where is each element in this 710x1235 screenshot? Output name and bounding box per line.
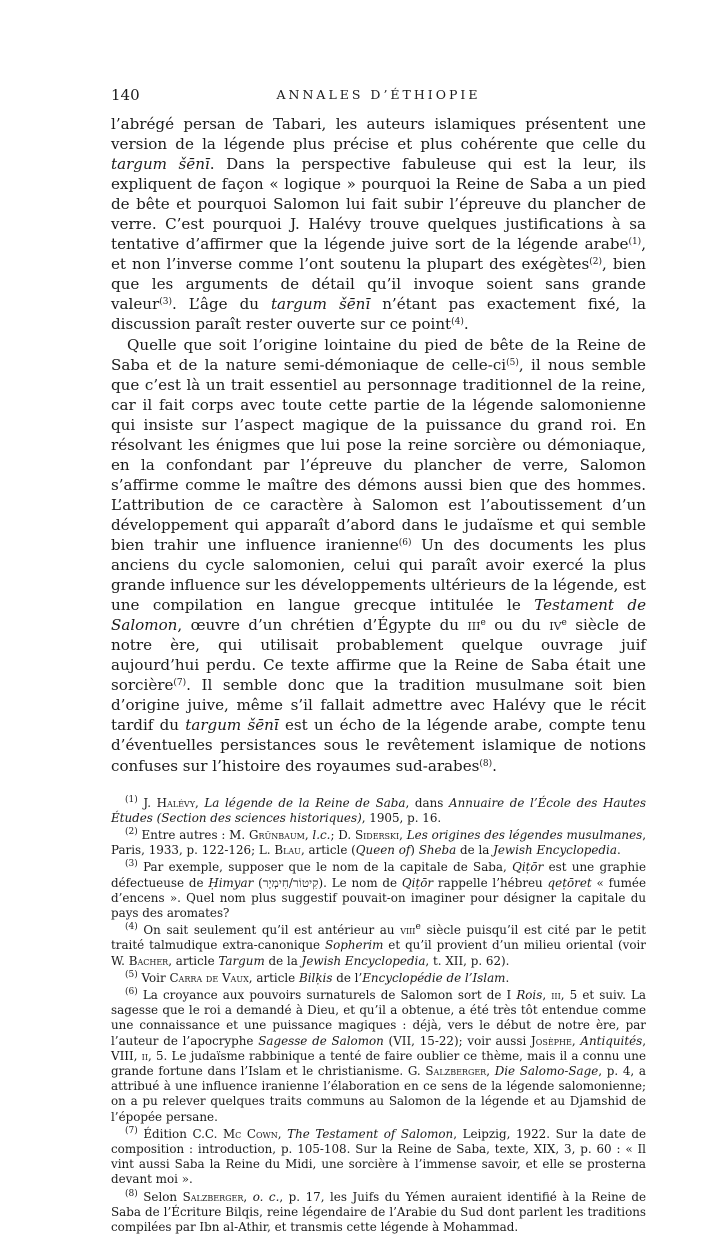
footnote-5 — [111, 971, 646, 986]
text-run: de la — [264, 953, 302, 968]
text-run: , article ( — [300, 843, 356, 858]
text-run: ou du — [485, 616, 550, 635]
italic-title: Queen of — [355, 843, 411, 858]
page-number: 140 — [111, 86, 140, 104]
text-run: , — [194, 795, 205, 810]
text-run: est une graphie défectueuse de — [111, 860, 647, 890]
italic-term: Ḥimyar — [208, 875, 254, 890]
footnote-ref[interactable]: (1) — [628, 237, 642, 248]
text-run: , bien que les arguments de détail qu’il invoque soient sans grande valeur — [111, 255, 646, 314]
text-run: , 5. Le judaïsme rabbinique a tenté de faire oublier ce thème, mais il a connu une grande fortune dans l’Islam et le christianisme. G. — [111, 1048, 646, 1078]
text-run: , — [542, 987, 552, 1002]
footnote-4 — [111, 923, 646, 969]
text-run: n’étant pas exactement fixé, la discussion paraît rester ouverte sur ce point — [111, 295, 647, 334]
text-run: , — [399, 827, 407, 842]
text-run: , — [571, 1033, 581, 1048]
italic-term: o. c. — [252, 1189, 280, 1204]
author-name: Blau — [274, 843, 301, 858]
italic-title: Sagesse de Salomon — [258, 1033, 384, 1048]
text-run: , p. 17, les Juifs du Yémen auraient identifié à la Reine de Saba de l’Écriture Bilqis, reine légendaire de l’Arabie du Sud dont parlent les traditions compilées par Ibn al-Athir, et transmis cette légende à Mohammad. — [111, 1189, 646, 1235]
roman-numeral: iii — [551, 987, 561, 1002]
text-run: rappelle l’hébreu — [433, 875, 548, 890]
italic-term: l.c. — [312, 827, 331, 842]
ordinal-suffix: e — [480, 618, 486, 629]
footnote-ref[interactable]: (2) — [589, 257, 602, 268]
text-run: , œuvre d’un chrétien d’Égypte du — [177, 616, 468, 635]
text-run: ). Le nom de — [318, 875, 402, 890]
footnote-1 — [111, 796, 646, 826]
footnote-mark: (7) — [125, 1125, 138, 1136]
author-name: Carra de Vaux — [169, 970, 249, 985]
text-run: est un écho de la légende arabe, compte tenu d’éventuelles persistances sous le revêtement islamique de notions confuses sur l’histoire des royaumes sud-arabes — [111, 716, 646, 775]
text-run: Voir — [137, 970, 170, 985]
text-run: . L’âge du — [171, 295, 271, 314]
ordinal-suffix: e — [561, 618, 567, 629]
roman-numeral: iv — [549, 616, 562, 635]
footnote-mark: (3) — [125, 859, 138, 870]
footnote-2 — [111, 828, 646, 858]
page — [111, 86, 646, 1235]
author-name: Salzberger — [425, 1064, 487, 1078]
text-run: Selon — [137, 1189, 183, 1204]
italic-term: targum šēnī — [111, 155, 210, 174]
text-run: . — [492, 756, 497, 775]
ordinal-suffix: e — [415, 922, 421, 933]
italic-title: Jewish Encyclopedia — [493, 843, 617, 858]
text-run: . Dans la perspective fabuleuse qui est la leur, ils expliquent de façon « logique » pourquoi la Reine de Saba a un pied de bête et pourquoi Salomon lui fait subir l’épreuve du plancher de verre. C’est pourquoi J. Halévy trouve quelques justifications à sa tentative d’affirmer que la légende juive sort de la légende arabe — [111, 155, 647, 254]
text-run: , t. XII, p. 62). — [425, 953, 510, 968]
footnote-3 — [111, 860, 646, 921]
text-run: siècle puisqu’il est cité par le petit traité talmudique extra-canonique — [111, 923, 646, 953]
text-run: , article — [168, 953, 219, 968]
text-run: , Leipzig, 1922. Sur la date de composition : introduction, p. 105-108. Sur la Reine de Saba, texte, XIX, 3, p. 60 : « Il vint aussi Saba la Reine du Midi, une sorcière à l’immense savoir, et elle se prosterna devant moi ». — [111, 1126, 646, 1187]
italic-title: Testament de Salomon — [111, 596, 647, 635]
text-run: , il nous semble que c’est là un trait essentiel au personnage traditionnel de la reine, car il fait corps avec toute cette partie de la légende salomonienne qui insiste sur l’aspect magique de la puissance du grand roi. En résolvant les énigmes que lui pose la reine sorcière ou démoniaque, en la confondant par l’épreuve du plancher de verre, Salomon s’affirme comme le maître des démons aussi bien que des hommes. L’attribution de ce caractère à Salomon est l’aboutissement d’un développement qui apparaît d’abord dans le judaïsme et qui semble bien trahir une influence iranienne — [111, 355, 646, 554]
footnote-mark: (8) — [125, 1188, 138, 1199]
text-run: , — [486, 1064, 495, 1078]
text-run: ( — [253, 875, 263, 890]
text-run: . — [505, 970, 510, 985]
paragraph-1 — [111, 114, 646, 335]
hebrew-text: קִיטוֹר/חִימְיָר — [262, 875, 319, 890]
text-run: . Il semble donc que la tradition musulmane soit bien d’origine juive, même s’il fallait admettre avec Halévy que le récit tardif du — [111, 676, 646, 735]
italic-title: Targum — [218, 953, 265, 968]
running-head: ANNALES D’ÉTHIOPIE — [276, 87, 481, 102]
text-run: , — [243, 1189, 253, 1204]
footnote-mark: (1) — [125, 794, 138, 805]
text-run: ) — [410, 843, 419, 858]
italic-term: Qiṭōr — [512, 860, 544, 875]
author-name: Bacher — [128, 953, 169, 968]
text-run: Entre autres : M. — [137, 827, 249, 842]
author-name: Siderski — [354, 827, 400, 842]
text-run: J. — [137, 795, 157, 810]
text-run: , 1905, p. 16. — [361, 810, 442, 825]
page-header — [111, 86, 646, 114]
italic-title: Encyclopédie de l’Islam — [362, 970, 506, 985]
footnote-ref[interactable]: (4) — [451, 317, 464, 328]
text-run: , p. 4, a attribué à une influence iranienne l’élaboration en ce sens de la légende salomonienne; on a pu relever quelques traits communs au Salomon de la légende et au Djamshid de l’épopée persane. — [111, 1064, 646, 1124]
italic-title: La légende de la Reine de Saba — [204, 795, 406, 810]
text-run: , 5 et suiv. La sagesse que le roi a demandé à Dieu, et qu’il a obtenue, a été très tôt entendue comme une connaissance et une puissance magiques : déjà, vers le début de notre ère, par l’auteur de l’apocryphe — [111, 987, 646, 1048]
italic-title: Jewish Encyclopedia — [301, 953, 426, 968]
text-run: , — [304, 827, 313, 842]
italic-term: Qiṭōr — [401, 875, 434, 890]
italic-term: Bilḳis — [298, 970, 333, 985]
italic-title: Rois — [516, 987, 543, 1002]
italic-term: targum šēnī — [270, 295, 371, 314]
footnote-mark: (4) — [125, 922, 138, 933]
footnote-ref[interactable]: (5) — [506, 357, 519, 368]
footnote-mark: (6) — [125, 986, 138, 997]
footnote-8 — [111, 1190, 646, 1235]
footnote-ref[interactable]: (7) — [173, 678, 187, 689]
text-run: La croyance aux pouvoirs surnaturels de Salomon sort de I — [137, 987, 517, 1002]
text-run: de l’ — [332, 970, 363, 985]
text-run: . — [616, 843, 621, 858]
text-run: ; D. — [330, 827, 355, 842]
footnote-ref[interactable]: (3) — [159, 297, 172, 308]
italic-term: qeṭōret — [547, 875, 592, 890]
text-run: (VII, 15-22); voir aussi — [383, 1033, 532, 1048]
italic-title: Annuaire de l’École des Hautes Études (Section des sciences historiques) — [111, 795, 646, 825]
roman-numeral: ii — [141, 1048, 148, 1063]
text-run: Quelle que soit l’origine lointaine du pied de bête de la Reine de Saba et de la nature semi-démoniaque de celle-ci — [111, 335, 646, 374]
text-run: « fumée d’encens ». Quel nom plus suggestif pouvait-on imaginer pour désigner la capitale du pays des aromates? — [111, 875, 646, 920]
text-run: Par exemple, supposer que le nom de la capitale de Saba, — [137, 860, 513, 875]
text-run: , et non l’inverse comme l’ont soutenu la plupart des exégètes — [111, 235, 646, 274]
footnote-mark: (2) — [125, 826, 138, 837]
text-run: , VIII, — [111, 1033, 647, 1063]
text-run: , dans — [405, 795, 449, 810]
text-run: On sait seulement qu’il est antérieur au — [137, 923, 401, 938]
roman-numeral: viii — [400, 923, 416, 938]
text-run: de la — [456, 843, 494, 858]
italic-title: Antiquités — [580, 1033, 643, 1048]
text-run: et qu’il provient d’un milieu oriental (voir W. — [111, 938, 646, 968]
footnotes — [111, 796, 646, 1235]
italic-title: Die Salomo-Sage — [494, 1064, 599, 1078]
author-name: Mc Cown — [222, 1126, 278, 1141]
footnote-ref[interactable]: (8) — [479, 758, 493, 769]
italic-title: Sopherim — [324, 938, 384, 953]
author-name: Josèphe — [531, 1033, 572, 1048]
author-name: Grünbaum — [248, 827, 305, 842]
italic-title: Les origines des légendes musulmanes — [406, 827, 643, 842]
footnote-ref[interactable]: (6) — [398, 537, 412, 548]
text-run: , Paris, 1933, p. 122-126; L. — [111, 827, 646, 858]
text-run: . — [463, 315, 469, 334]
text-run: Édition C.C. — [137, 1126, 223, 1141]
text-run: , article — [248, 970, 299, 985]
text-run: siècle de notre ère, qui utilisait probablement quelque ouvrage juif aujourd’hui perdu. Ce texte affirme que la Reine de Saba était une sorcière — [111, 616, 646, 695]
italic-term: targum šēnī — [185, 716, 279, 735]
text-run: Un des documents les plus anciens du cycle salomonien, celui qui paraît avoir exercé la plus grande influence sur les développements ultérieurs de la légende, est une compilation en langue grecque intitulée le — [111, 535, 647, 615]
roman-numeral: iii — [467, 616, 481, 635]
text-run: l’abrégé persan de Tabari, les auteurs islamiques présentent une version de la légende plus précise et plus cohérente que celle du — [111, 115, 646, 154]
body-text — [111, 114, 646, 776]
author-name: Halévy — [156, 795, 195, 810]
footnote-mark: (5) — [125, 969, 138, 980]
footnote-6 — [111, 988, 646, 1125]
italic-title: The Testament of Salomon — [287, 1126, 454, 1141]
text-run: , — [277, 1126, 288, 1141]
footnote-7 — [111, 1127, 646, 1188]
italic-title: Sheba — [418, 843, 457, 858]
author-name: Salzberger — [182, 1189, 244, 1204]
paragraph-2 — [111, 335, 646, 776]
